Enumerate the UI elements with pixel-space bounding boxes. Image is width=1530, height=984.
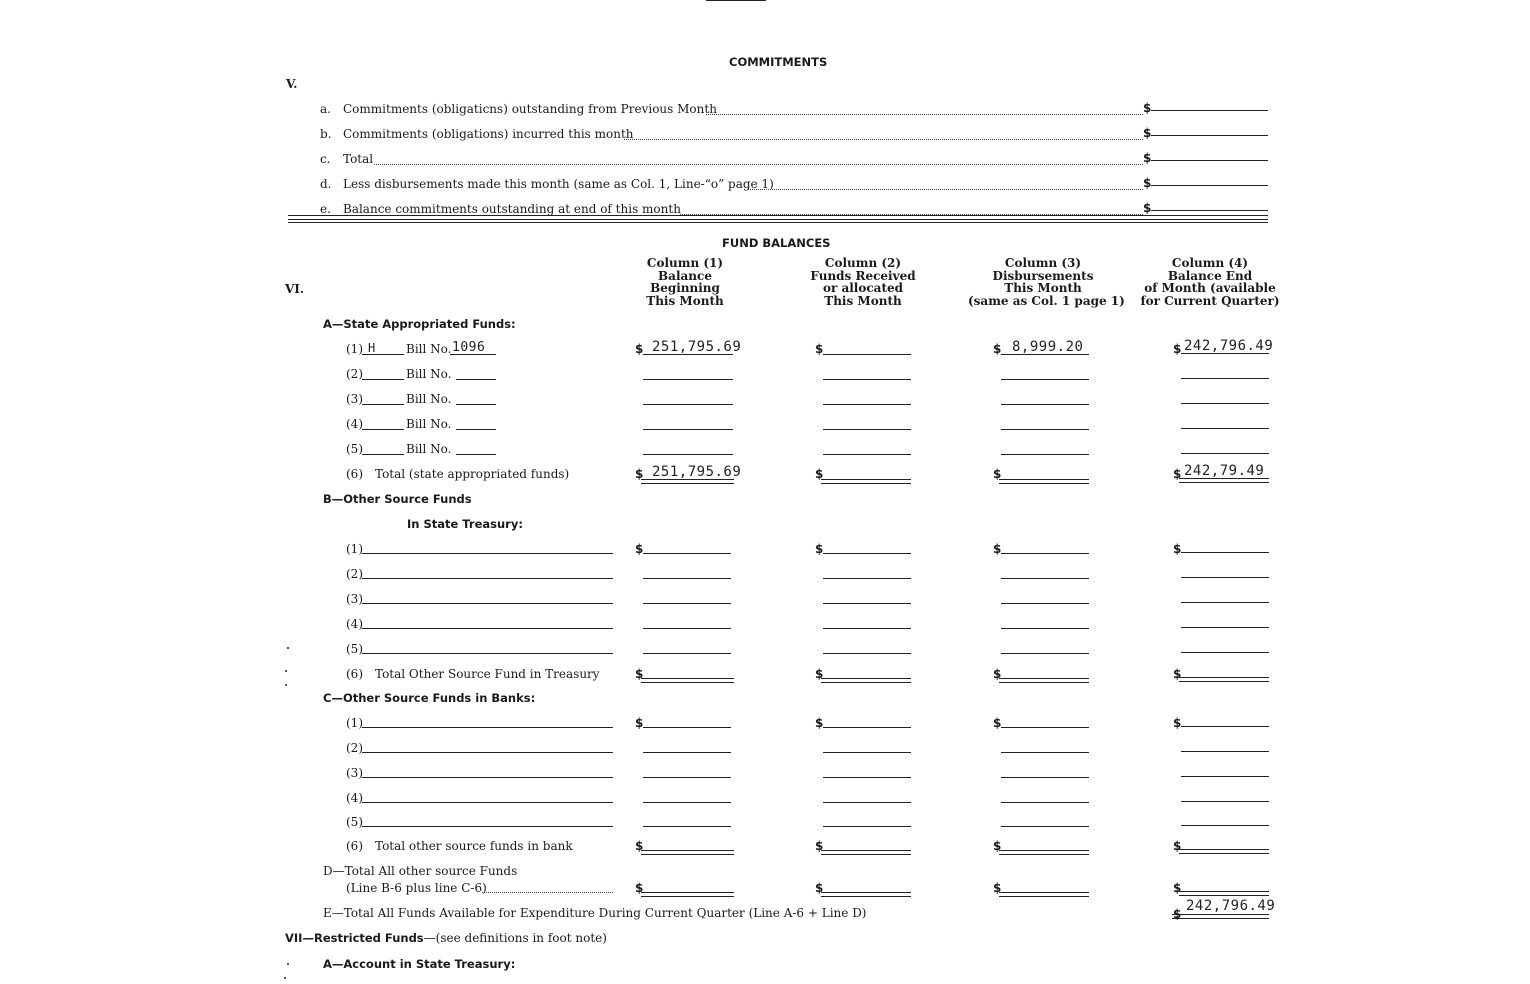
- total-amount-field[interactable]: [821, 892, 911, 897]
- section-vii-heading: [285, 931, 607, 945]
- column-2-header: [803, 257, 923, 307]
- section-divider-thin: [288, 222, 1268, 223]
- blank-line: [362, 429, 404, 430]
- amount-field[interactable]: [1181, 552, 1269, 553]
- column-header-line: Column (2): [824, 256, 902, 270]
- amount-field[interactable]: [1151, 185, 1268, 186]
- section-v-label: V.: [286, 77, 298, 91]
- column-header-line: Balance End: [1167, 268, 1253, 283]
- section-vi-label: VI.: [285, 282, 305, 296]
- currency-symbol: $: [815, 467, 824, 481]
- total-amount-field[interactable]: [999, 892, 1089, 897]
- blank-line: [362, 454, 404, 455]
- currency-symbol: $: [993, 716, 1002, 730]
- top-edge-rule: [706, 0, 766, 1]
- currency-symbol: $: [993, 881, 1002, 895]
- total-amount-field[interactable]: [1179, 849, 1269, 854]
- currency-symbol: $: [815, 667, 824, 681]
- currency-symbol: $: [815, 342, 824, 356]
- amount-field[interactable]: [1181, 353, 1269, 354]
- amount-field[interactable]: [1151, 160, 1268, 161]
- amount-field[interactable]: [1181, 602, 1269, 603]
- row-number: (5): [346, 642, 363, 656]
- currency-symbol: $: [635, 881, 644, 895]
- currency-symbol: $: [993, 542, 1002, 556]
- currency-symbol: $: [993, 467, 1002, 481]
- total-amount-field[interactable]: [641, 479, 734, 484]
- leader-dots: [482, 892, 613, 893]
- currency-symbol: $: [1173, 467, 1182, 481]
- amount-field[interactable]: [1181, 801, 1269, 802]
- scan-speck: [285, 684, 287, 686]
- column-header-line: or allocated: [822, 281, 904, 295]
- section-divider: [288, 215, 1268, 220]
- total-amount-field[interactable]: [641, 850, 734, 855]
- total-amount-field[interactable]: [641, 892, 734, 897]
- amount-field[interactable]: [1001, 603, 1089, 604]
- row-number: (4): [346, 791, 363, 805]
- amount-field[interactable]: [1001, 777, 1089, 778]
- currency-symbol: $: [993, 667, 1002, 681]
- currency-symbol: $: [993, 342, 1002, 356]
- amount-field[interactable]: [1181, 453, 1269, 454]
- fund-name-field[interactable]: [362, 578, 613, 579]
- bill-label: Bill No.: [406, 342, 452, 356]
- blank-line: [362, 404, 404, 405]
- commitment-row-label: Commitments (obligaticns) outstanding from Previous Month: [343, 102, 717, 116]
- column-header-line: This Month: [824, 293, 902, 308]
- row-number: (5): [346, 442, 363, 456]
- fund-name-field[interactable]: [362, 752, 613, 753]
- amount-field[interactable]: [1181, 577, 1269, 578]
- fund-name-field[interactable]: [362, 802, 613, 803]
- row-number: (1): [346, 542, 363, 556]
- column-header-line: Funds Received: [810, 268, 916, 283]
- currency-symbol: $: [1173, 881, 1182, 895]
- amount-field[interactable]: [1001, 379, 1089, 380]
- commitment-row-letter: c.: [320, 152, 331, 166]
- row-number: (1): [346, 716, 363, 730]
- total-amount-field[interactable]: [999, 678, 1089, 683]
- amount-field[interactable]: [823, 802, 911, 803]
- amount-field[interactable]: [1181, 776, 1269, 777]
- scan-speck: [287, 963, 289, 965]
- total-amount-field[interactable]: [1179, 891, 1269, 896]
- currency-symbol: $: [1173, 342, 1182, 356]
- bill-label: Bill No.: [406, 442, 452, 456]
- handwritten-amount: 251,795.69: [652, 339, 742, 355]
- currency-symbol: $: [815, 881, 824, 895]
- commitment-row-letter: e.: [320, 202, 331, 216]
- commitments-title: COMMITMENTS: [729, 55, 828, 69]
- amount-field[interactable]: [643, 603, 731, 604]
- bill-number-field[interactable]: [456, 454, 496, 455]
- bill-label: Bill No.: [406, 417, 452, 431]
- currency-symbol: $: [635, 716, 644, 730]
- grand-total-amount-field[interactable]: [1172, 914, 1269, 919]
- fund-balances-title: FUND BALANCES: [722, 236, 831, 250]
- currency-symbol: $: [1173, 716, 1182, 730]
- handwritten-bill-prefix: H: [368, 341, 376, 355]
- amount-field[interactable]: [643, 454, 733, 455]
- handwritten-amount: 242,796.49: [1186, 898, 1276, 914]
- total-amount-field[interactable]: [641, 678, 734, 683]
- amount-field[interactable]: [1001, 752, 1089, 753]
- commitment-row-label: Less disbursements made this month (same as Col. 1, Line-“o” page 1): [343, 177, 774, 191]
- row-number: (3): [346, 766, 363, 780]
- scan-speck: [285, 670, 287, 672]
- amount-field[interactable]: [1001, 727, 1089, 728]
- section-vii-title: VII—Restricted Funds: [285, 931, 424, 945]
- currency-symbol: $: [1173, 839, 1182, 853]
- handwritten-amount: 8,999.20: [1012, 339, 1084, 355]
- amount-field[interactable]: [823, 354, 911, 355]
- total-label: Total other source funds in bank: [375, 839, 573, 853]
- amount-field[interactable]: [1151, 110, 1268, 111]
- row-number: (6): [346, 467, 363, 481]
- commitment-row-label: Total: [343, 152, 374, 166]
- currency-symbol: $: [635, 542, 644, 556]
- amount-field[interactable]: [643, 578, 731, 579]
- bill-number-field[interactable]: [456, 379, 496, 380]
- amount-field[interactable]: [823, 628, 911, 629]
- amount-field[interactable]: [1001, 454, 1089, 455]
- bill-number-field[interactable]: [456, 429, 496, 430]
- amount-field[interactable]: [823, 603, 911, 604]
- column-header-line: This Month: [1004, 281, 1082, 295]
- section-vii-note: —(see definitions in foot note): [423, 931, 607, 945]
- leader-dots: [706, 114, 1143, 115]
- column-3-header: [968, 256, 1125, 308]
- row-number: (4): [346, 417, 363, 431]
- amount-field[interactable]: [1001, 429, 1089, 430]
- section-a-heading: A—State Appropriated Funds:: [323, 317, 516, 331]
- row-number: (6): [346, 667, 363, 681]
- amount-field[interactable]: [643, 727, 731, 728]
- currency-symbol: $: [1173, 667, 1182, 681]
- column-header-line: of Month (available: [1144, 281, 1276, 295]
- row-number: (2): [346, 367, 363, 381]
- fund-name-field[interactable]: [362, 727, 613, 728]
- amount-field[interactable]: [1181, 825, 1269, 826]
- section-b-subheading: In State Treasury:: [407, 517, 523, 531]
- blank-line: [362, 379, 404, 380]
- commitment-row-letter: d.: [320, 177, 332, 191]
- row-number: (1): [346, 342, 363, 356]
- column-header-line: Column (1): [646, 256, 724, 270]
- section-d-sublabel: (Line B-6 plus line C-6): [346, 881, 487, 895]
- total-amount-field[interactable]: [1179, 478, 1269, 483]
- amount-field[interactable]: [1001, 553, 1089, 554]
- currency-symbol: $: [635, 667, 644, 681]
- section-d-label: D—Total All other source Funds: [323, 864, 518, 878]
- handwritten-amount: 251,795.69: [652, 464, 742, 480]
- bill-number-field[interactable]: [456, 404, 496, 405]
- row-number: (2): [346, 567, 363, 581]
- currency-symbol: $: [635, 467, 644, 481]
- handwritten-amount: 242,796.49: [1184, 338, 1274, 354]
- column-4-header: [1140, 257, 1280, 307]
- bill-label: Bill No.: [406, 367, 452, 381]
- fund-name-field[interactable]: [362, 553, 613, 554]
- currency-symbol: $: [993, 839, 1002, 853]
- column-header-line: This Month: [646, 293, 724, 308]
- section-c-heading: C—Other Source Funds in Banks:: [323, 691, 536, 705]
- handwritten-amount: 242,79.49: [1184, 463, 1265, 479]
- currency-symbol: $: [815, 542, 824, 556]
- leader-dots: [748, 189, 1143, 190]
- row-number: (2): [346, 741, 363, 755]
- column-header-line: Column (4): [1171, 256, 1249, 270]
- amount-field[interactable]: [823, 379, 911, 380]
- amount-field[interactable]: [643, 379, 733, 380]
- section-e-label: E—Total All Funds Available for Expenditure During Current Quarter (Line A-6 + Line D): [323, 906, 867, 920]
- commitment-row-label: Commitments (obligations) incurred this month: [343, 127, 634, 141]
- blank-line: [362, 354, 404, 355]
- amount-field[interactable]: [643, 354, 733, 355]
- amount-field[interactable]: [1181, 652, 1269, 653]
- currency-symbol: $: [635, 839, 644, 853]
- total-amount-field[interactable]: [999, 850, 1089, 855]
- bill-label: Bill No.: [406, 392, 452, 406]
- row-number: (4): [346, 617, 363, 631]
- amount-field[interactable]: [823, 454, 911, 455]
- total-amount-field[interactable]: [821, 850, 911, 855]
- amount-field[interactable]: [1001, 628, 1089, 629]
- section-b-heading: B—Other Source Funds: [323, 492, 472, 506]
- currency-symbol: $: [1143, 151, 1152, 165]
- row-number: (3): [346, 592, 363, 606]
- amount-field[interactable]: [643, 826, 731, 827]
- amount-field[interactable]: [823, 553, 911, 554]
- amount-field[interactable]: [823, 578, 911, 579]
- amount-field[interactable]: [823, 727, 911, 728]
- fund-name-field[interactable]: [362, 777, 613, 778]
- amount-field[interactable]: [1001, 404, 1089, 405]
- currency-symbol: $: [635, 342, 644, 356]
- amount-field[interactable]: [1181, 428, 1269, 429]
- row-number: (6): [346, 839, 363, 853]
- currency-symbol: $: [1143, 201, 1152, 215]
- column-header-line: Column (3): [1004, 256, 1082, 270]
- total-amount-field[interactable]: [821, 479, 911, 484]
- currency-symbol: $: [1173, 907, 1182, 921]
- amount-field[interactable]: [823, 404, 911, 405]
- section-vii-a-heading: A—Account in State Treasury:: [323, 957, 516, 971]
- amount-field[interactable]: [643, 752, 731, 753]
- amount-field[interactable]: [1001, 826, 1089, 827]
- amount-field[interactable]: [1151, 135, 1268, 136]
- currency-symbol: $: [815, 839, 824, 853]
- currency-symbol: $: [1173, 542, 1182, 556]
- amount-field[interactable]: [1001, 653, 1089, 654]
- amount-field[interactable]: [1181, 751, 1269, 752]
- amount-field[interactable]: [1001, 802, 1089, 803]
- commitment-row-letter: b.: [320, 127, 332, 141]
- column-header-line: Beginning: [650, 281, 720, 295]
- amount-field[interactable]: [823, 429, 911, 430]
- bill-number-field[interactable]: [450, 354, 496, 355]
- amount-field[interactable]: [1001, 354, 1089, 355]
- amount-field[interactable]: [1181, 726, 1269, 727]
- handwritten-bill-number: 1096: [452, 340, 486, 355]
- commitment-row-label: Balance commitments outstanding at end of this month: [343, 202, 681, 216]
- currency-symbol: $: [1143, 176, 1152, 190]
- scan-speck: [284, 977, 286, 979]
- fund-name-field[interactable]: [362, 603, 613, 604]
- fund-name-field[interactable]: [362, 628, 613, 629]
- amount-field[interactable]: [1181, 627, 1269, 628]
- fund-name-field[interactable]: [362, 826, 613, 827]
- total-amount-field[interactable]: [999, 479, 1089, 484]
- amount-field[interactable]: [1001, 578, 1089, 579]
- amount-field[interactable]: [643, 404, 733, 405]
- column-header-line: (same as Col. 1 page 1): [968, 293, 1125, 308]
- amount-field[interactable]: [1181, 403, 1269, 404]
- column-header-line: for Current Quarter): [1140, 293, 1280, 308]
- column-header-line: Balance: [658, 268, 712, 283]
- amount-field[interactable]: [643, 777, 731, 778]
- amount-field[interactable]: [823, 826, 911, 827]
- amount-field[interactable]: [823, 653, 911, 654]
- currency-symbol: $: [815, 716, 824, 730]
- total-label: Total Other Source Fund in Treasury: [375, 667, 600, 681]
- scan-speck: [287, 647, 289, 649]
- column-header-line: Disbursements: [992, 268, 1094, 283]
- amount-field[interactable]: [643, 653, 731, 654]
- row-number: (5): [346, 815, 363, 829]
- amount-field[interactable]: [643, 429, 733, 430]
- row-number: (3): [346, 392, 363, 406]
- currency-symbol: $: [1143, 126, 1152, 140]
- amount-field[interactable]: [643, 802, 731, 803]
- amount-field[interactable]: [643, 553, 731, 554]
- amount-field[interactable]: [643, 628, 731, 629]
- total-amount-field[interactable]: [821, 678, 911, 683]
- leader-dots: [374, 164, 1143, 165]
- amount-field[interactable]: [823, 752, 911, 753]
- currency-symbol: $: [1143, 101, 1152, 115]
- amount-field[interactable]: [1151, 210, 1268, 211]
- total-amount-field[interactable]: [1179, 677, 1269, 682]
- fund-name-field[interactable]: [362, 653, 613, 654]
- total-label: Total (state appropriated funds): [375, 467, 570, 481]
- amount-field[interactable]: [1181, 378, 1269, 379]
- commitment-row-letter: a.: [320, 102, 331, 116]
- column-1-header: [625, 257, 745, 307]
- amount-field[interactable]: [823, 777, 911, 778]
- leader-dots: [624, 139, 1143, 140]
